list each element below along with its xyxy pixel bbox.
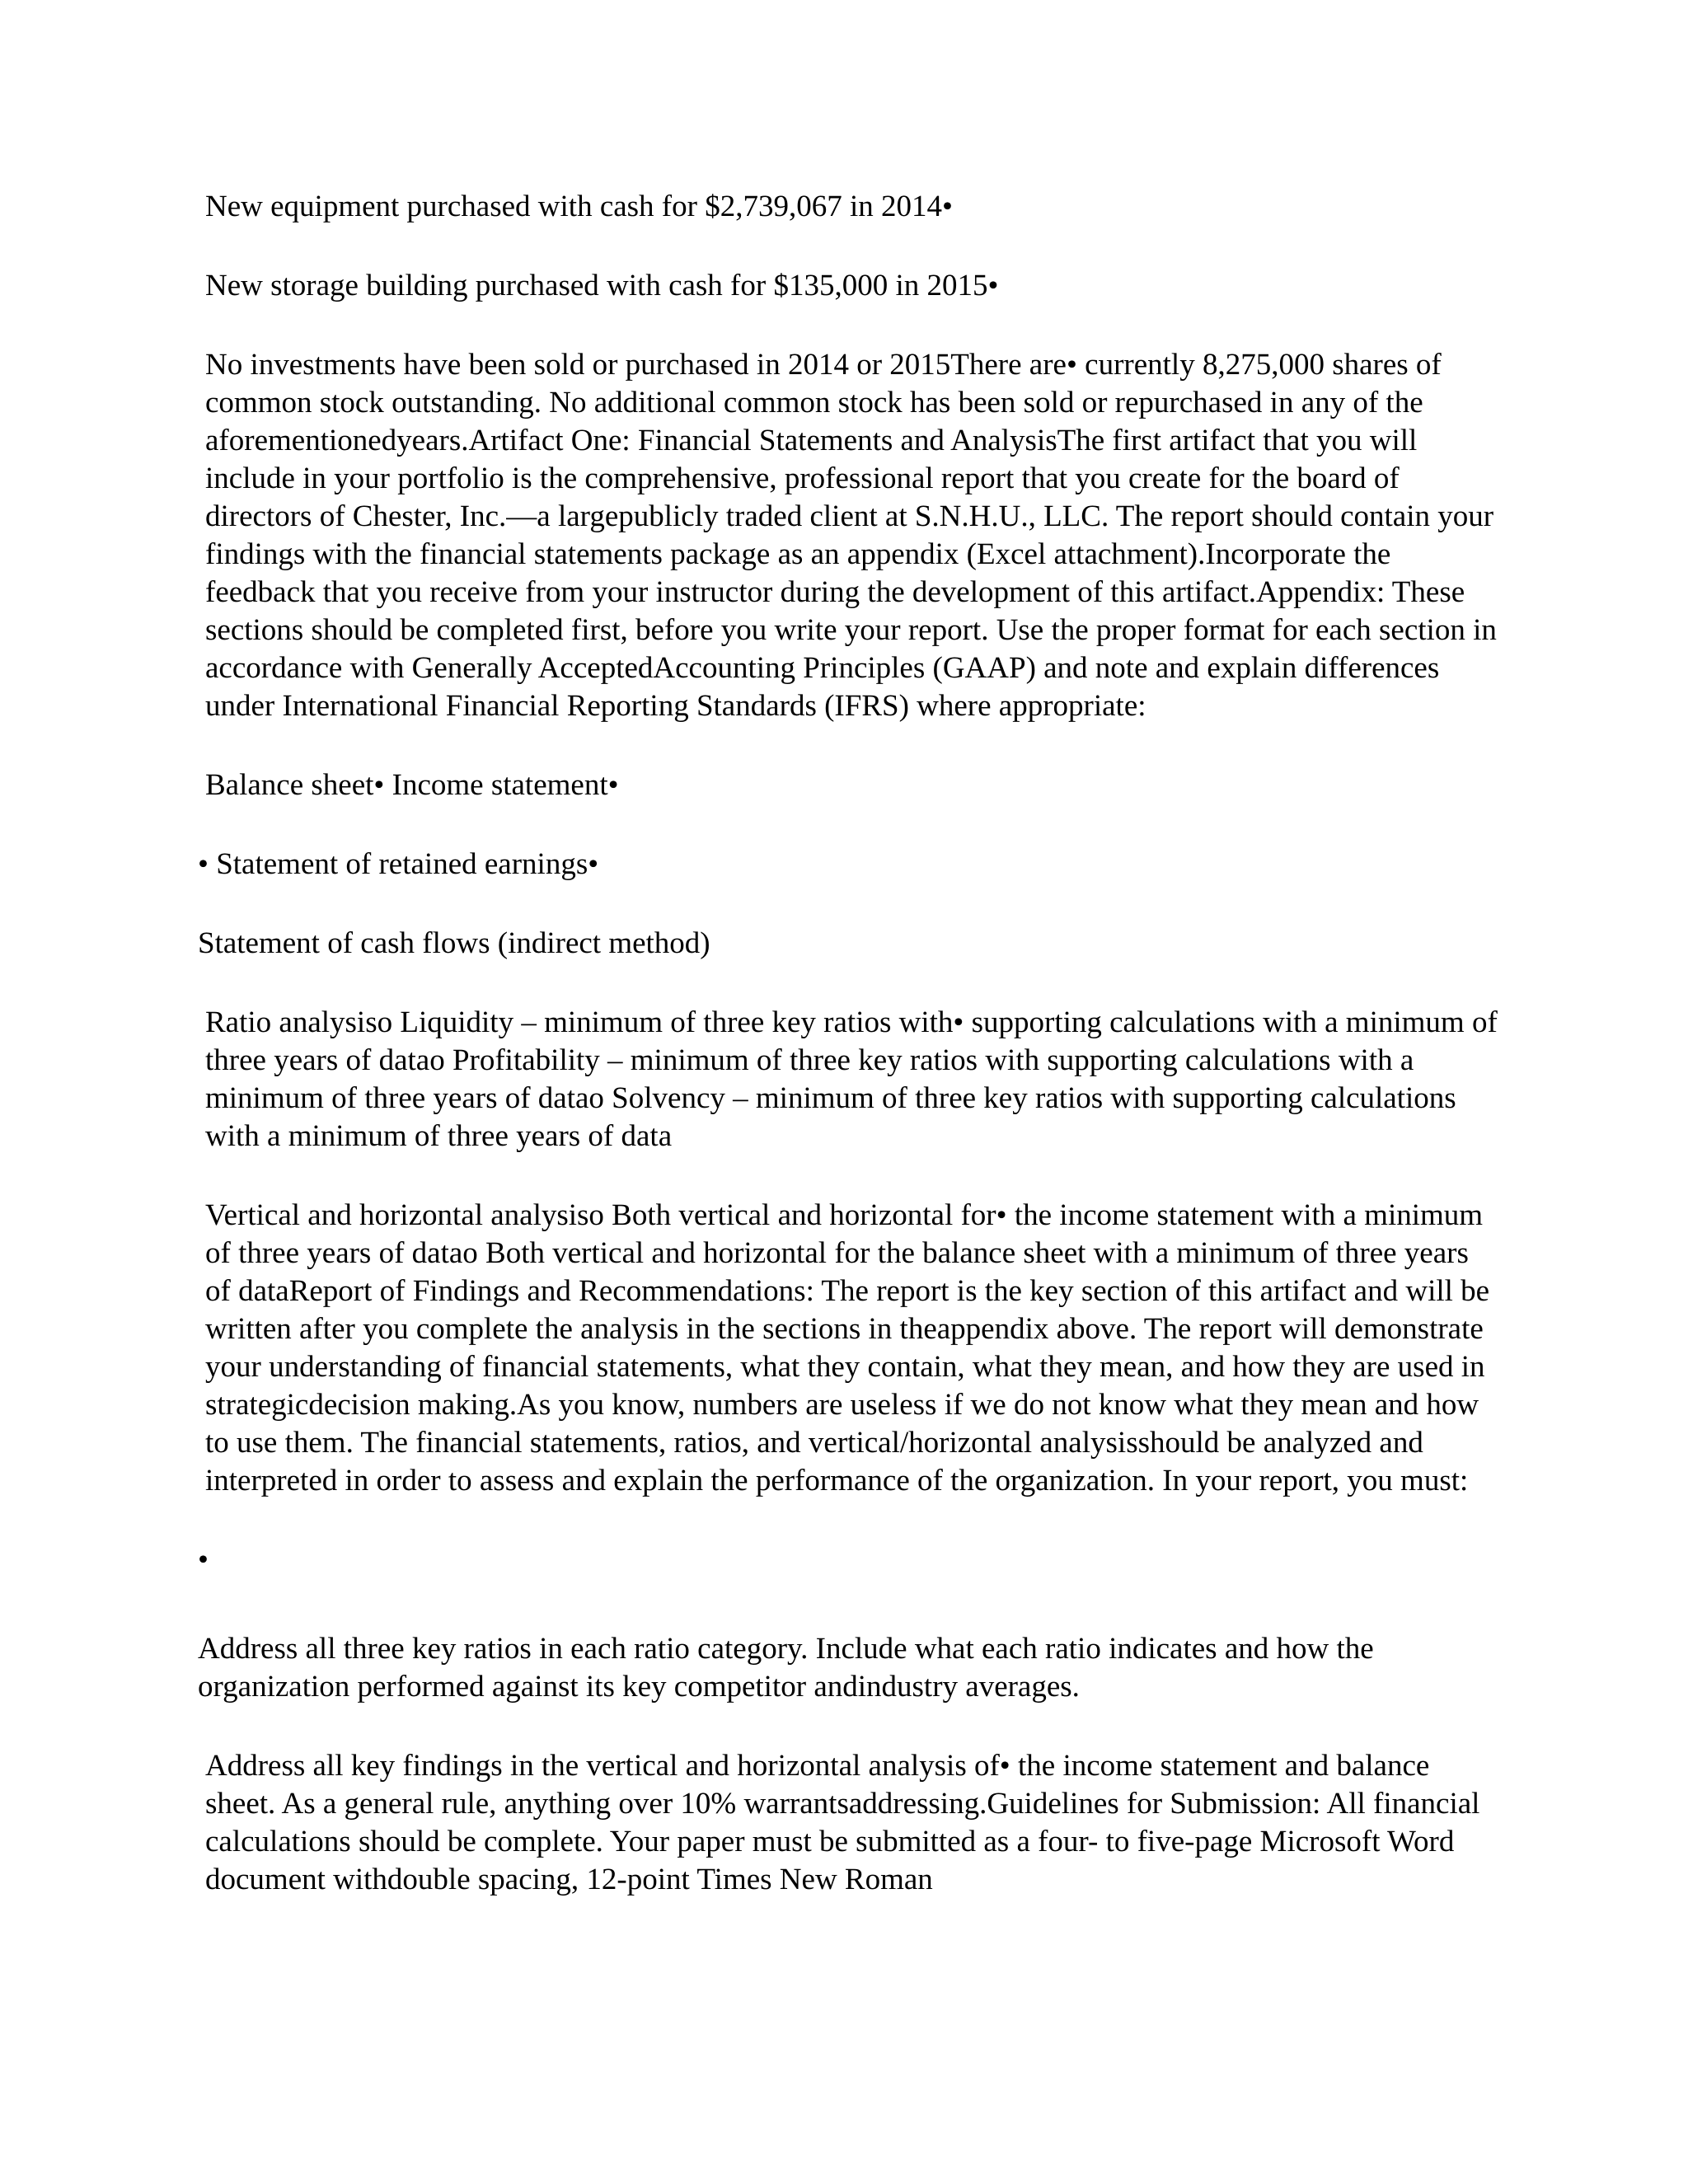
paragraph-storage-building: New storage building purchased with cash for $135,000 in 2015• (205, 269, 999, 302)
paragraph-cash-flows: Statement of cash flows (indirect method) (198, 926, 710, 960)
paragraph-balance-income: Balance sheet• Income statement• (205, 768, 619, 802)
paragraph-vertical-horizontal: Vertical and horizontal analysiso Both vertical and horizontal for• the income statement with a minimum of three years of datao Both vertical and horizontal for the balance sheet with a minimum of three years of dataReport of Findings and Recommendations: The report is the key section of this artifact and will be written after you complete the analysis in the sections in theappendix above. The report will demonstrate your understanding of financial statements, what they contain, what they mean, and how they are used in strategicdecision making.As you know, numbers are useless if we do not know what they mean and how to use them. The financial statements, ratios, and vertical/horizontal analysisshould be analyzed and interpreted in order to assess and explain the performance of the organization. In your report, you must: (205, 1198, 1490, 1497)
paragraph-equipment-purchase: New equipment purchased with cash for $2,739,067 in 2014• (205, 190, 953, 223)
paragraph-key-findings-guidelines: Address all key findings in the vertical and horizontal analysis of• the income statement and balance sheet. As a general rule, anything over 10% warrantsaddressing.Guidelines for Submission: All financial calculations should be complete. Your paper must be submitted as a four- to five-page Microsoft Word document withdouble spacing, 12-point Times New Roman (205, 1749, 1480, 1896)
bullet-marker: • (198, 1543, 209, 1577)
paragraph-key-ratios: Address all three key ratios in each ratio category. Include what each ratio indicates and how the organization performed against its key competitor andindustry averages. (198, 1632, 1374, 1704)
paragraph-ratio-analysis: Ratio analysiso Liquidity – minimum of three key ratios with• supporting calculations with a minimum of three years of datao Profitability – minimum of three key ratios with supporting calculations with a minimum of three years of datao Solvency – minimum of three key ratios with supporting calculations with a minimum of three years of data (205, 1005, 1498, 1153)
document-body (198, 188, 1500, 1940)
paragraph-retained-earnings: • Statement of retained earnings• (198, 847, 599, 881)
paragraph-investments-artifact-one: No investments have been sold or purchased in 2014 or 2015There are• currently 8,275,000 shares of common stock outstanding. No additional common stock has been sold or repurchased in any of the aforementionedyears.Artifact One: Financial Statements and AnalysisThe first artifact that you will include in your portfolio is the comprehensive, professional report that you create for the board of directors of Chester, Inc.—a largepublicly traded client at S.N.H.U., LLC. The report should contain your findings with the financial statements package as an appendix (Excel attachment).Incorporate the feedback that you receive from your instructor during the development of this artifact.Appendix: These sections should be completed first, before you write your report. Use the proper format for each section in accordance with Generally AcceptedAccounting Principles (GAAP) and note and explain differences under International Financial Reporting Standards (IFRS) where appropriate: (205, 348, 1497, 723)
